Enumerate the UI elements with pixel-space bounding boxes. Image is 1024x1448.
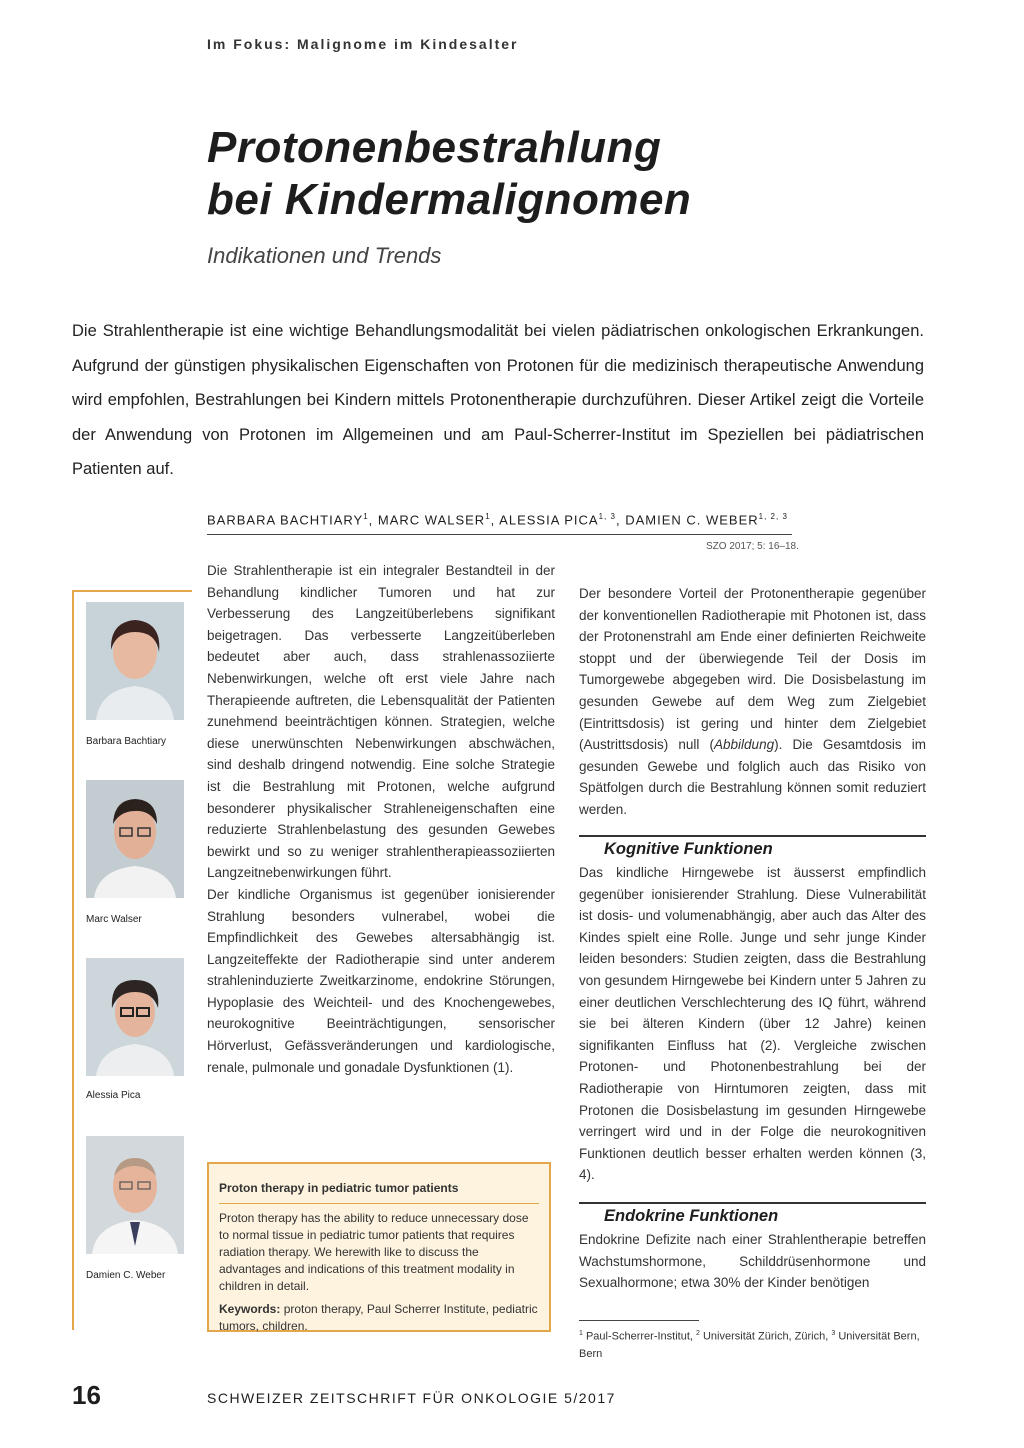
portrait-caption: Marc Walser — [86, 914, 142, 925]
body-text: Der besondere Vorteil der Protonentherapie gegenüber der konventionellen Radiotherapie mit Photonen ist, dass der Protonenstrahl am Ende einer definierten Reichweite stoppt und der überwiegende Teil der Dosis im Tumorgewebe abgegeben wird. Die Dosisbelastung im gesunden Gewebe auf dem Weg zum Zielgebiet (Eintrittsdosis) ist gering und hinter dem Zielgebiet (Austrittsdosis) null ( — [579, 586, 926, 753]
section-kicker: Im Fokus: Malignome im Kindesalter — [207, 36, 519, 52]
author-affiliation: 1, 3 — [598, 512, 616, 521]
abstract-text: Proton therapy has the ability to reduce unnecessary dose to normal tissue in pediatric tumor patients that requires radiation therapy. We herewith like to discuss the advantages and indications of this treatment modality in children in detail. — [219, 1211, 529, 1293]
article-subtitle: Indikationen und Trends — [207, 243, 442, 268]
keywords-list: proton therapy, Paul Scherrer Institute, pediatric tumors, children. — [219, 1302, 538, 1333]
portrait-caption: Barbara Bachtiary — [86, 736, 167, 747]
article-title — [207, 122, 967, 226]
portrait-photo — [86, 958, 184, 1076]
section-heading: Kognitive Funktionen — [604, 840, 773, 858]
page-number: 16 — [72, 1380, 101, 1410]
portrait-caption: Damien C. Weber — [86, 1270, 166, 1281]
portrait-photo — [86, 780, 184, 898]
body-paragraph: Der kindliche Organismus ist gegenüber ionisierender Strahlung besonders vulnerabel, wobei die Empfindlichkeit des Gewebes altersabhängig ist. Langzeiteffekte der Radiotherapie sind unter anderem strahleninduzierte Zweitkarzinome, endokrine Störungen, Hypoplasie des Weichteil- und des Knochengewebes, neurokognitive Beeinträchtigungen, sensorischer Hörverlust, Gefässveränderungen und kardiologische, renale, pulmonale und gonadale Dysfunktionen (1). — [207, 886, 555, 1075]
article-title-line-1: Protonenbestrahlung — [207, 123, 662, 172]
footnote-text: Paul-Scherrer-Institut, — [585, 1330, 697, 1343]
portrait-column-top-border — [72, 590, 192, 592]
affiliation-footnote — [579, 1325, 924, 1363]
body-paragraph: Das kindliche Hirngewebe ist äusserst empfindlich gegenüber ionisierender Strahlung. Diese Vulnerabilität ist dosis- und volumenabhängig, aber auch das Alter des Kindes spielt eine Rolle. Junge und sehr junge Kinder leiden besonders: Studien zeigten, dass die Bestrahlung von gesundem Hirngewebe bei Kindern unter 5 Jahren zu einer deutlichen Verschlechterung des IQ führt, während sie bei älteren Kindern (über 12 Jahre) keinen signifikanten Einfluss hat (2). Vergleiche zwischen Protonen- und Photonenbestrahlung bei der Radiotherapie von Hirntumoren zeigten, dass mit Protonen die Dosisbelastung im gesunden Hirngewebe verringert wird und in der Folge die neurokognitiven Funktionen deutlich besser erhalten werden können (3, 4). — [579, 865, 926, 1183]
keywords-label: Keywords: — [219, 1302, 281, 1316]
footnote-divider — [579, 1320, 699, 1321]
footnote-text: Universität Zürich, Zürich, — [702, 1330, 832, 1343]
footnote-text: Universität Bern, Bern — [579, 1330, 920, 1360]
journal-name: SCHWEIZER ZEITSCHRIFT FÜR ONKOLOGIE 5/2017 — [207, 1390, 616, 1406]
english-abstract-box — [207, 1162, 551, 1332]
footnote-marker: 3 — [831, 1330, 836, 1337]
author-name: BARBARA BACHTIARY — [207, 512, 364, 528]
section-body — [579, 862, 926, 1186]
authors-divider — [207, 534, 792, 535]
author-affiliation: 1, 2, 3 — [758, 512, 788, 521]
citation: SZO 2017; 5: 16–18. — [706, 541, 799, 552]
portrait-photo — [86, 602, 184, 720]
footnote-marker: 1 — [579, 1330, 583, 1337]
abstract-title: Proton therapy in pediatric tumor patients — [219, 1181, 459, 1195]
author-line: BARBARA BACHTIARY$^1$, MARC WALSER$^1$, ALESSIA PICA$^{1, 3}$, DAMIEN C. WEBER$^{1, 2, 3}$ — [207, 512, 788, 528]
author-name: ALESSIA PICA — [499, 512, 599, 528]
author-portraits — [72, 590, 192, 1330]
figure-reference: Abbildung — [714, 737, 775, 753]
author-affiliation: 1 — [485, 512, 491, 521]
section-divider — [579, 835, 926, 837]
lead-paragraph: Die Strahlentherapie ist eine wichtige Behandlungsmodalität bei vielen pädiatrischen onkologischen Erkrankungen. Aufgrund der günstigen physikalischen Eigenschaften von Protonen für die medizinisch therapeutische Anwendung wird empfohlen, Bestrahlungen bei Kindern mittels Protonentherapie durchzuführen. Dieser Artikel zeigt die Vorteile der Anwendung von Protonen im Allgemeinen und am Paul-Scherrer-Institut im Speziellen bei pädiatrischen Patienten auf. — [72, 322, 924, 478]
abstract-divider — [219, 1203, 539, 1204]
portrait-caption: Alessia Pica — [86, 1090, 141, 1101]
author-name: DAMIEN C. WEBER — [625, 512, 759, 528]
section-body — [579, 1229, 926, 1294]
section-heading: Endokrine Funktionen — [604, 1207, 779, 1225]
portrait-column-left-border — [72, 590, 74, 1330]
abstract-keywords — [219, 1301, 539, 1335]
body-paragraph: Die Strahlentherapie ist ein integraler Bestandteil in der Behandlung kindlicher Tumoren und hat zur Verbesserung des Langzeitüberlebens signifikant beigetragen. Das verbesserte Langzeitüberleben bedeutet aber auch, dass strahlenassoziierte Nebenwirkungen, welche oft erst viele Jahre nach Therapieende auftreten, die Lebensqualität der Patienten zunehmend beeinträchtigen können. Strategien, welche diese unerwünschten Nebenwirkungen abschwächen, sind deshalb dringend notwendig. Eine solche Strategie ist die Bestrahlung mit Protonen, welche aufgrund besonderer physikalischer Strahleneigenschaften eine reduzierte Strahlenbelastung des gesunden Gewebes bewirkt und so zu weniger strahlentherapieassoziierten Langzeitnebenwirkungen führt. — [207, 563, 555, 881]
article-lead — [72, 314, 924, 487]
body-text: ). Die Gesamtdosis im gesunden Gewebe und folglich auch das Risiko von Spätfolgen durch die Bestrahlung können somit reduziert werden. — [579, 737, 926, 817]
body-paragraph: Endokrine Defizite nach einer Strahlentherapie betreffen Wachstumshormone, Schilddrüsenhormone und Sexualhormone; etwa 30% der Kinder benötigen — [579, 1232, 926, 1291]
body-column-2 — [579, 583, 926, 821]
article-title-line-2: bei Kindermalignomen — [207, 175, 692, 224]
body-paragraph — [579, 583, 926, 821]
author-name: MARC WALSER — [377, 512, 486, 528]
portrait-photo — [86, 1136, 184, 1254]
section-divider — [579, 1202, 926, 1204]
author-affiliation: 1 — [363, 512, 369, 521]
body-column-1 — [207, 560, 555, 1078]
footnote-marker: 2 — [696, 1330, 700, 1337]
